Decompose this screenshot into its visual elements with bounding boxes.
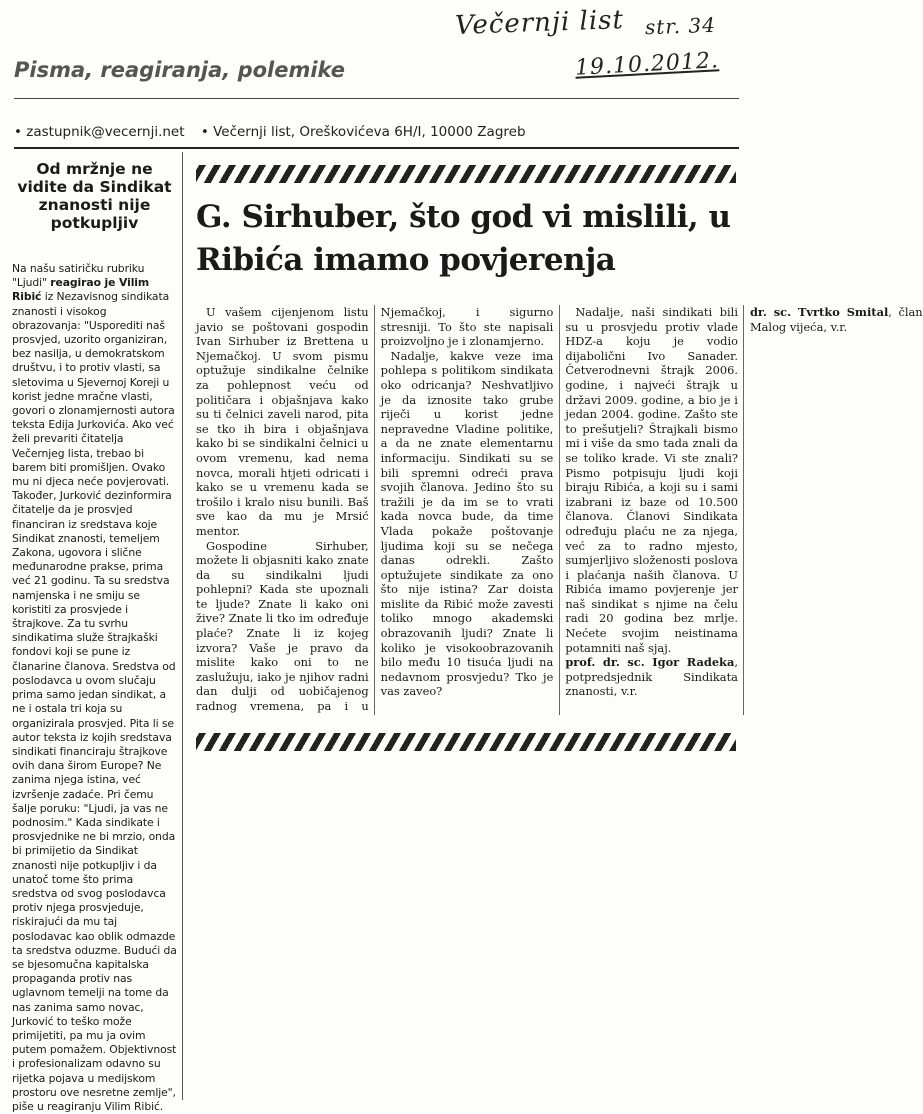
decorative-stripe-bottom (196, 733, 736, 751)
article-paragraph: Gospodine Sirhuber, možete li objasniti kako znate da su sindikalni ljudi pohlepni? Kada ste upoznali te ljude? Znate li kako oni žive? Znate li tko im određuje plaće? Znate li iz kojeg izvora? Vaše je pravo da mislite kako oni to ne zaslužuju, iako je njihov radni dan dulji od uobičajenog radnog vremena, pa i u Njemačkoj, i sigurno stresniji. To što ste napisali proizvoljno je i zlonamjerno. (196, 305, 554, 714)
section-title: Pisma, reagiranja, polemike (14, 58, 346, 82)
signature-role: , član Malog vijeća, v.r. (749, 305, 923, 334)
sidebar-text (12, 262, 177, 1114)
signature-name: prof. dr. sc. Igor Radeka (565, 655, 735, 670)
article-paragraph: Nadalje, kakve veze ima pohlepa s politikom sindikata oko odricanja? Neshvatljivo je da iznosite tako grube riječi u korist jedne nepravedne Vladine politike, a da ne znate elementarnu informaciju. Sindikati su se bili spremni odreći prava svojih članova. Jedino što su tražili je da im se to vrati kada novca bude, da time Vlada pokaže poštovanje ljudima koji su se nečega danas odrekli. Zašto optužujete sindikate za ono što nije istina? Zar doista mislite da Ribić može zavesti toliko mnogo akademski obrazovanih ljudi? Znate li koliko je visokoobrazovanih bilo među 10 tisuća ljudi na nedavnom prosvjedu? Tko je vas zaveo? (380, 348, 554, 699)
contact-address: • Večernji list, Oreškovićeva 6H/I, 10000 Zagreb (200, 124, 526, 140)
decorative-stripe-top (196, 165, 736, 183)
signature-name: dr. sc. Tvrtko Smital (749, 305, 889, 319)
sidebar-column (12, 160, 177, 1114)
article-paragraph: Nadalje, naši sindikati bili su u prosvjedu protiv vlade HDZ-a koju je vodio dijabolični Ivo Sanader. Četverodnevni štrajk 2006. godine, i najveći štrajk u državi 2009. godine, a bio je i jedan 2004. godine. Zašto ste to prešutjeli? Štrajkali bismo mi i više da smo tada znali da se toliko krade. Vi ste znali? Pismo potpisuju ljudi koji biraju Ribića, a koji su i sami izabrani iz baze od 10.500 članova. Članovi Sindikata određuju plaću ne za njega, već za to radno mjesto, sumjerljivo složenosti poslova i plaćanja naših članova. U Ribića imamo povjerenje jer naš sindikat s njime na čelu radi 20 godina bez mrlje. Nećete svojim neistinama potamniti naš sjaj. (565, 305, 738, 655)
signature-role: , potpredsjednik Sindikata znanosti, v.r. (565, 655, 738, 699)
contact-email: • zastupnik@vecernji.net (14, 124, 185, 140)
top-divider (14, 98, 739, 99)
sidebar-intro: Na našu satiričku rubriku "Ljudi" (12, 262, 145, 290)
column-divider (182, 152, 183, 1100)
handwritten-source-note: Večernji list (454, 5, 625, 41)
handwritten-date-note: 19.10.2012. (574, 48, 720, 81)
sidebar-title: Od mržnje ne vidite da Sindikat znanosti nije potkupljiv (17, 160, 172, 232)
sidebar-bold: reagirao je Vilim Ribić (12, 276, 150, 304)
signature (565, 655, 738, 699)
contact-line (14, 124, 538, 140)
sidebar-body: iz Nezavisnog sindikata znanosti i visokog obrazovanja: "Usporediti naš prosvjed, uzorito organiziran, bez nasilja, u demokratskom društvu, i to protiv vlasti, sa sletovima u Sjevernoj Koreji u korist jedne mračne vlasti, govori o zlonamjernosti autora teksta Edija Jurkovića. Ako već želi prevariti čitatelja Večernjeg lista, trebao bi barem biti promišljen. Ovako mu ni djeca neće povjerovati. Također, Jurković dezinformira čitatelje da je prosvjed financiran iz sredstava koje Sindikat znanosti, temeljem Zakona, ugovora i slične međunarodne prakse, prima već 21 godinu. Ta su sredstva namjenska i ne smiju se koristiti za prosvjede i štrajkove. Za tu svrhu sindikatima služe štrajkaški fondovi koji se pune iz članarine članova. Sredstva od poslodavca u ovom slučaju prima samo jedan sindikat, a ne i ostala tri koja su organizirala prosvjed. Pita li se autor teksta iz kojih sredstava sindikati financiraju štrajkove ovih dana širom Europe? Ne zanima njega istina, već izvršenje zadaće. Pri čemu šalje poruku: "Ljudi, ja vas ne podnosim." Kada sindikate i prosvjednike ne bi mrzio, onda bi primijetio da Sindikat znanosti nije potkupljiv i da unatoč tome što prima sredstva od svog poslodavca protiv njega prosvjeduje, riskirajući da mu taj poslodavac kao oblik odmazde ta sredstva oduzme. Budući da se bjesomučna kapitalska propaganda protiv nas uglavnom temelji na tome da nas zanima samo novac, Jurković to teško može primijetiti, pa mu ja ovim putem pomažem. Objektivnost i profesionalizam odavno su rijetka pojava u medijskom prostoru ove nesretne zemlje", piše u reagiranju Vilim Ribić. (12, 290, 177, 1113)
article-paragraph: U vašem cijenjenom listu javio se poštovani gospodin Ivan Sirhuber iz Brettena u Njemačkoj. U svom pismu optužuje sindikalne čelnike za pohlepnost veću od političara i objašnjava kako su ti čelnici zaveli narod, pita se tko ih bira i objašnjava kako bi se sindikalni čelnici u ovom vremenu, kad nema novca, morali htjeti odricati i kako se u vremenu kada se trošilo i kralo nisu bunili. Baš sve kao da mu je Mrsić mentor. (196, 305, 369, 538)
contact-divider (14, 147, 739, 149)
article-headline: G. Sirhuber, što god vi mislili, u Ribića imamo povjerenja (196, 199, 731, 278)
handwritten-page-note: str. 34 (644, 12, 717, 40)
article-body (196, 305, 923, 715)
signature (750, 305, 923, 334)
